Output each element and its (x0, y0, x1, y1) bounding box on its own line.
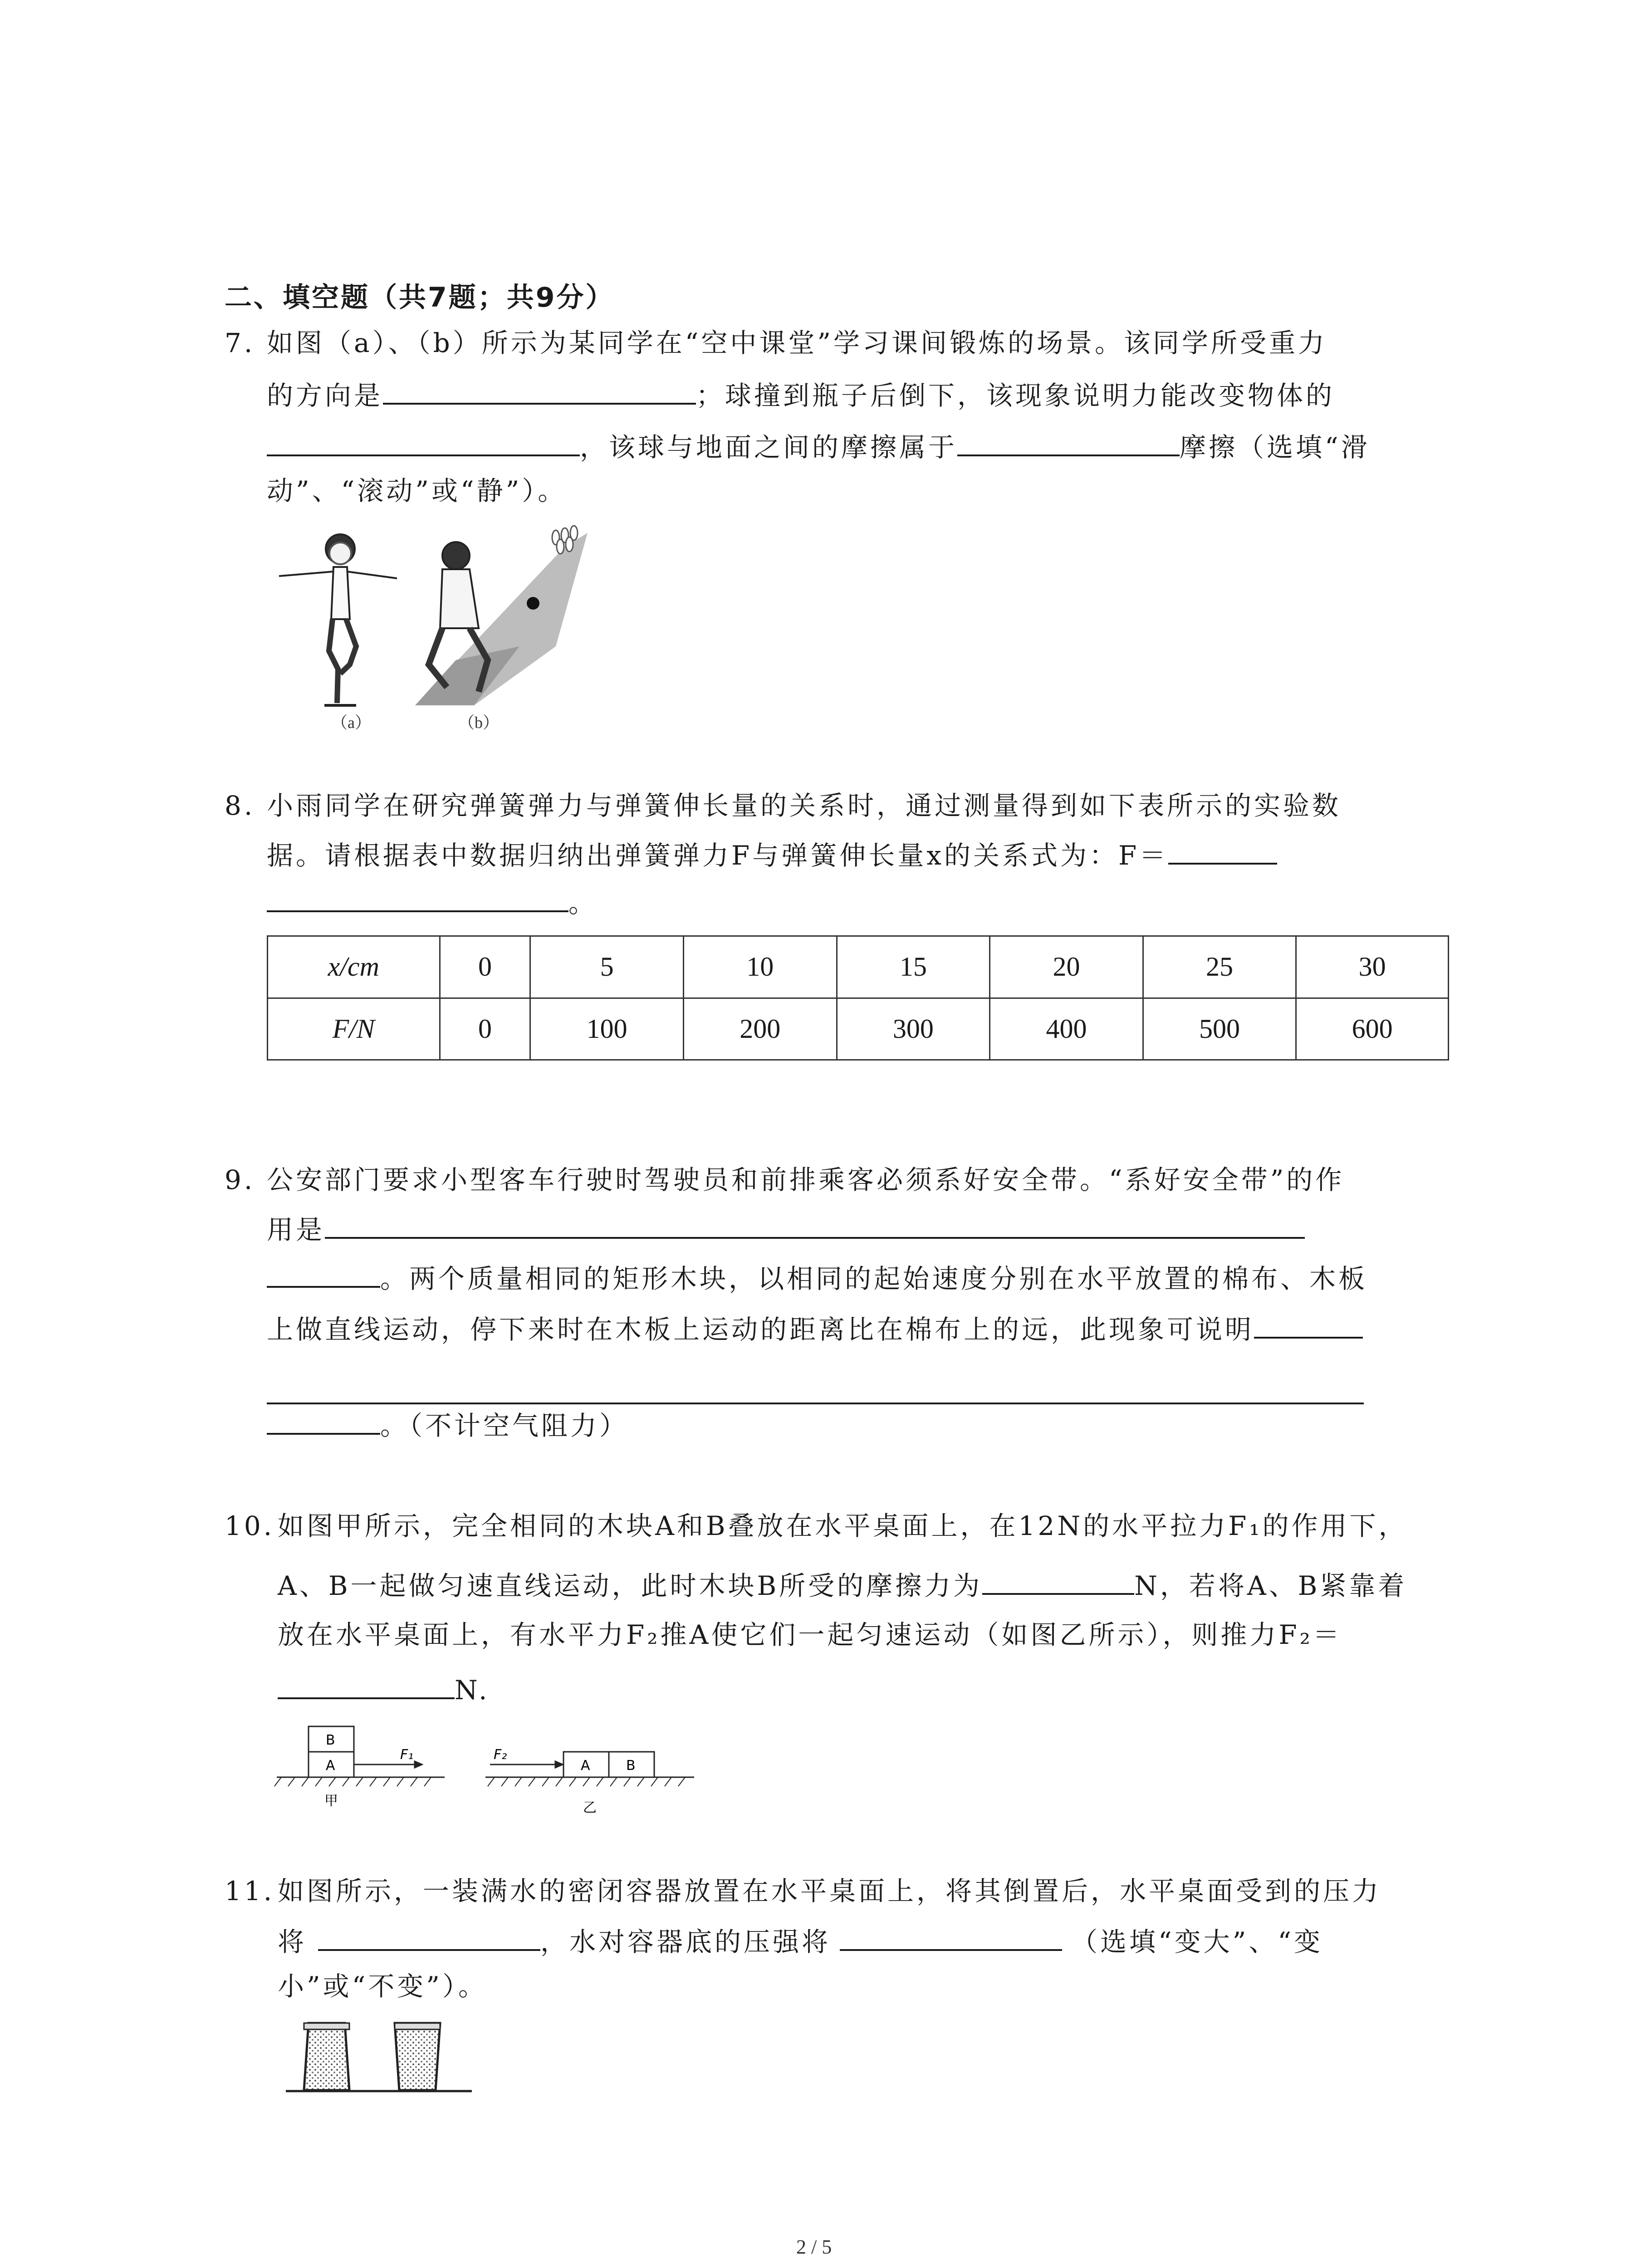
table-cell: 15 (837, 936, 990, 998)
q11-line-2-text-b: ，水对容器底的压强将 (540, 1926, 831, 1957)
table-cell: 400 (990, 998, 1143, 1060)
q8-answer-blank-b[interactable] (267, 887, 568, 912)
q7-answer-blank-2[interactable] (267, 431, 580, 456)
table-cell: F/N (268, 998, 440, 1060)
q7-line-3 (267, 431, 1370, 464)
table-cell: 100 (530, 998, 684, 1060)
q9-answer-blank-2-cont[interactable] (267, 1409, 380, 1435)
table-cell: 500 (1143, 998, 1296, 1060)
q7-line-2-text: 的方向是 (267, 380, 383, 411)
q11-answer-blank-2[interactable] (840, 1926, 1062, 1951)
q10-line-1: 如图甲所示，完全相同的木块A和B叠放在水平桌面上，在12N的水平拉力F₁的作用下， (278, 1510, 1408, 1541)
q8-line-2-text: 据。请根据表中数据归纳出弹簧弹力F与弹簧伸长量x的关系式为：F＝ (267, 840, 1169, 871)
q9-line-2-text: 用是 (267, 1214, 325, 1245)
table-cell: 20 (990, 936, 1143, 998)
q9-number: 9. (225, 1164, 255, 1195)
q10-figure (272, 1710, 708, 1828)
q9-answer-blank-1-cont[interactable] (267, 1262, 380, 1288)
q10-line-2-text-b: N，若将A、B紧靠着 (1134, 1570, 1407, 1601)
q9-line-2 (267, 1213, 1305, 1246)
q10-line-2-text: A、B一起做匀速直线运动，此时木块B所受的摩擦力为 (278, 1570, 983, 1601)
q7-line-2 (267, 379, 1335, 412)
spring-data-table (267, 935, 1449, 1061)
force-f1-label: F₁ (400, 1747, 414, 1763)
student-standing-illustration (279, 534, 397, 705)
q7-line-3-text-b: 摩擦（选填“滑 (1180, 432, 1370, 463)
figure-yi-label: 乙 (583, 1800, 597, 1816)
table-row (268, 998, 1449, 1060)
bowling-scene-illustration (415, 526, 588, 705)
q9-line-3-text: 。两个质量相同的矩形木块，以相同的起始速度分别在水平放置的棉布、木板 (380, 1263, 1368, 1294)
q9-line-6-text: 。（不计空气阻力） (380, 1410, 629, 1441)
figure-caption-b: （b） (458, 714, 500, 732)
bowling-ball-icon (527, 597, 539, 610)
table-cell: 5 (530, 936, 684, 998)
q10-line-3: 放在水平桌面上，有水平力F₂推A使它们一起匀速运动（如图乙所示），则推力F₂＝ (278, 1619, 1342, 1650)
q7-line-1: 如图（a）、（b）所示为某同学在“空中课堂”学习课间锻炼的场景。该同学所受重力 (267, 327, 1327, 358)
q8-line-2 (267, 839, 1277, 872)
page-number: 2 / 5 (796, 2236, 832, 2258)
block-a-label: A (326, 1758, 335, 1774)
q8-number: 8. (225, 790, 255, 821)
section-title: 二、填空题（共7题；共9分） (225, 282, 615, 313)
q10-answer-blank-1[interactable] (982, 1569, 1134, 1595)
q7-figure (265, 515, 592, 733)
block-b-label: B (626, 1758, 636, 1774)
table-cell: 10 (683, 936, 837, 998)
q9-line-6 (267, 1409, 628, 1442)
block-b-label: B (326, 1732, 335, 1748)
q7-line-3-text: ，该球与地面之间的摩擦属于 (580, 432, 958, 463)
q10-number: 10. (225, 1510, 275, 1541)
q11-answer-blank-1[interactable] (318, 1926, 540, 1951)
table-row (268, 936, 1449, 998)
table-cell: 600 (1296, 998, 1449, 1060)
q8-line-1: 小雨同学在研究弹簧弹力与弹簧伸长量的关系时，通过测量得到如下表所示的实验数 (267, 790, 1342, 821)
q9-answer-line[interactable] (267, 1403, 1364, 1404)
figure-caption-a: （a） (331, 714, 371, 732)
q10-line-2 (278, 1569, 1407, 1602)
table-cell: 0 (440, 998, 530, 1060)
q10-line-4 (278, 1674, 490, 1706)
q10-answer-blank-2[interactable] (278, 1674, 455, 1699)
container-inverted-icon (395, 2023, 440, 2090)
q8-line-3 (267, 887, 598, 919)
block-a-label: A (581, 1758, 590, 1774)
q7-line-2-text-b: ；球撞到瓶子后倒下，该现象说明力能改变物体的 (696, 380, 1335, 411)
q8-answer-blank-a[interactable] (1168, 839, 1277, 865)
q11-line-2-text: 将 (278, 1926, 307, 1957)
table-cell: 200 (683, 998, 837, 1060)
q9-answer-blank-1[interactable] (325, 1213, 1305, 1239)
q7-number: 7. (225, 327, 255, 358)
force-f2-label: F₂ (494, 1747, 507, 1763)
q7-line-4: 动”、“滚动”或“静”）。 (267, 475, 567, 506)
table-cell: 300 (837, 998, 990, 1060)
q10-line-4-text: N. (455, 1675, 490, 1706)
q11-line-3: 小”或“不变”）。 (278, 1971, 487, 2002)
q9-line-4-text: 上做直线运动，停下来时在木板上运动的距离比在棉布上的远，此现象可说明 (267, 1314, 1254, 1345)
q11-line-1: 如图所示，一装满水的密闭容器放置在水平桌面上，将其倒置后，水平桌面受到的压力 (278, 1876, 1381, 1906)
figure-jia-stacked-blocks (274, 1726, 445, 1786)
table-cell: 25 (1143, 936, 1296, 998)
figure-jia-label: 甲 (324, 1793, 338, 1809)
q8-line-3-text: 。 (568, 888, 598, 919)
q9-line-3 (267, 1262, 1367, 1295)
q11-figure (281, 2014, 481, 2100)
q7-answer-blank-3[interactable] (957, 431, 1180, 456)
q9-answer-blank-2[interactable] (1254, 1313, 1363, 1339)
q11-line-2-text-c: （选填“变大”、“变 (1071, 1926, 1323, 1957)
table-cell: x/cm (268, 936, 440, 998)
q9-line-4 (267, 1313, 1363, 1346)
table-cell: 0 (440, 936, 530, 998)
table-cell: 30 (1296, 936, 1449, 998)
q7-answer-blank-1[interactable] (383, 379, 696, 405)
container-upright-icon (304, 2023, 349, 2090)
q11-line-2 (278, 1926, 1323, 1958)
q9-line-1: 公安部门要求小型客车行驶时驾驶员和前排乘客必须系好安全带。“系好安全带”的作 (267, 1164, 1345, 1195)
q11-number: 11. (225, 1876, 275, 1906)
